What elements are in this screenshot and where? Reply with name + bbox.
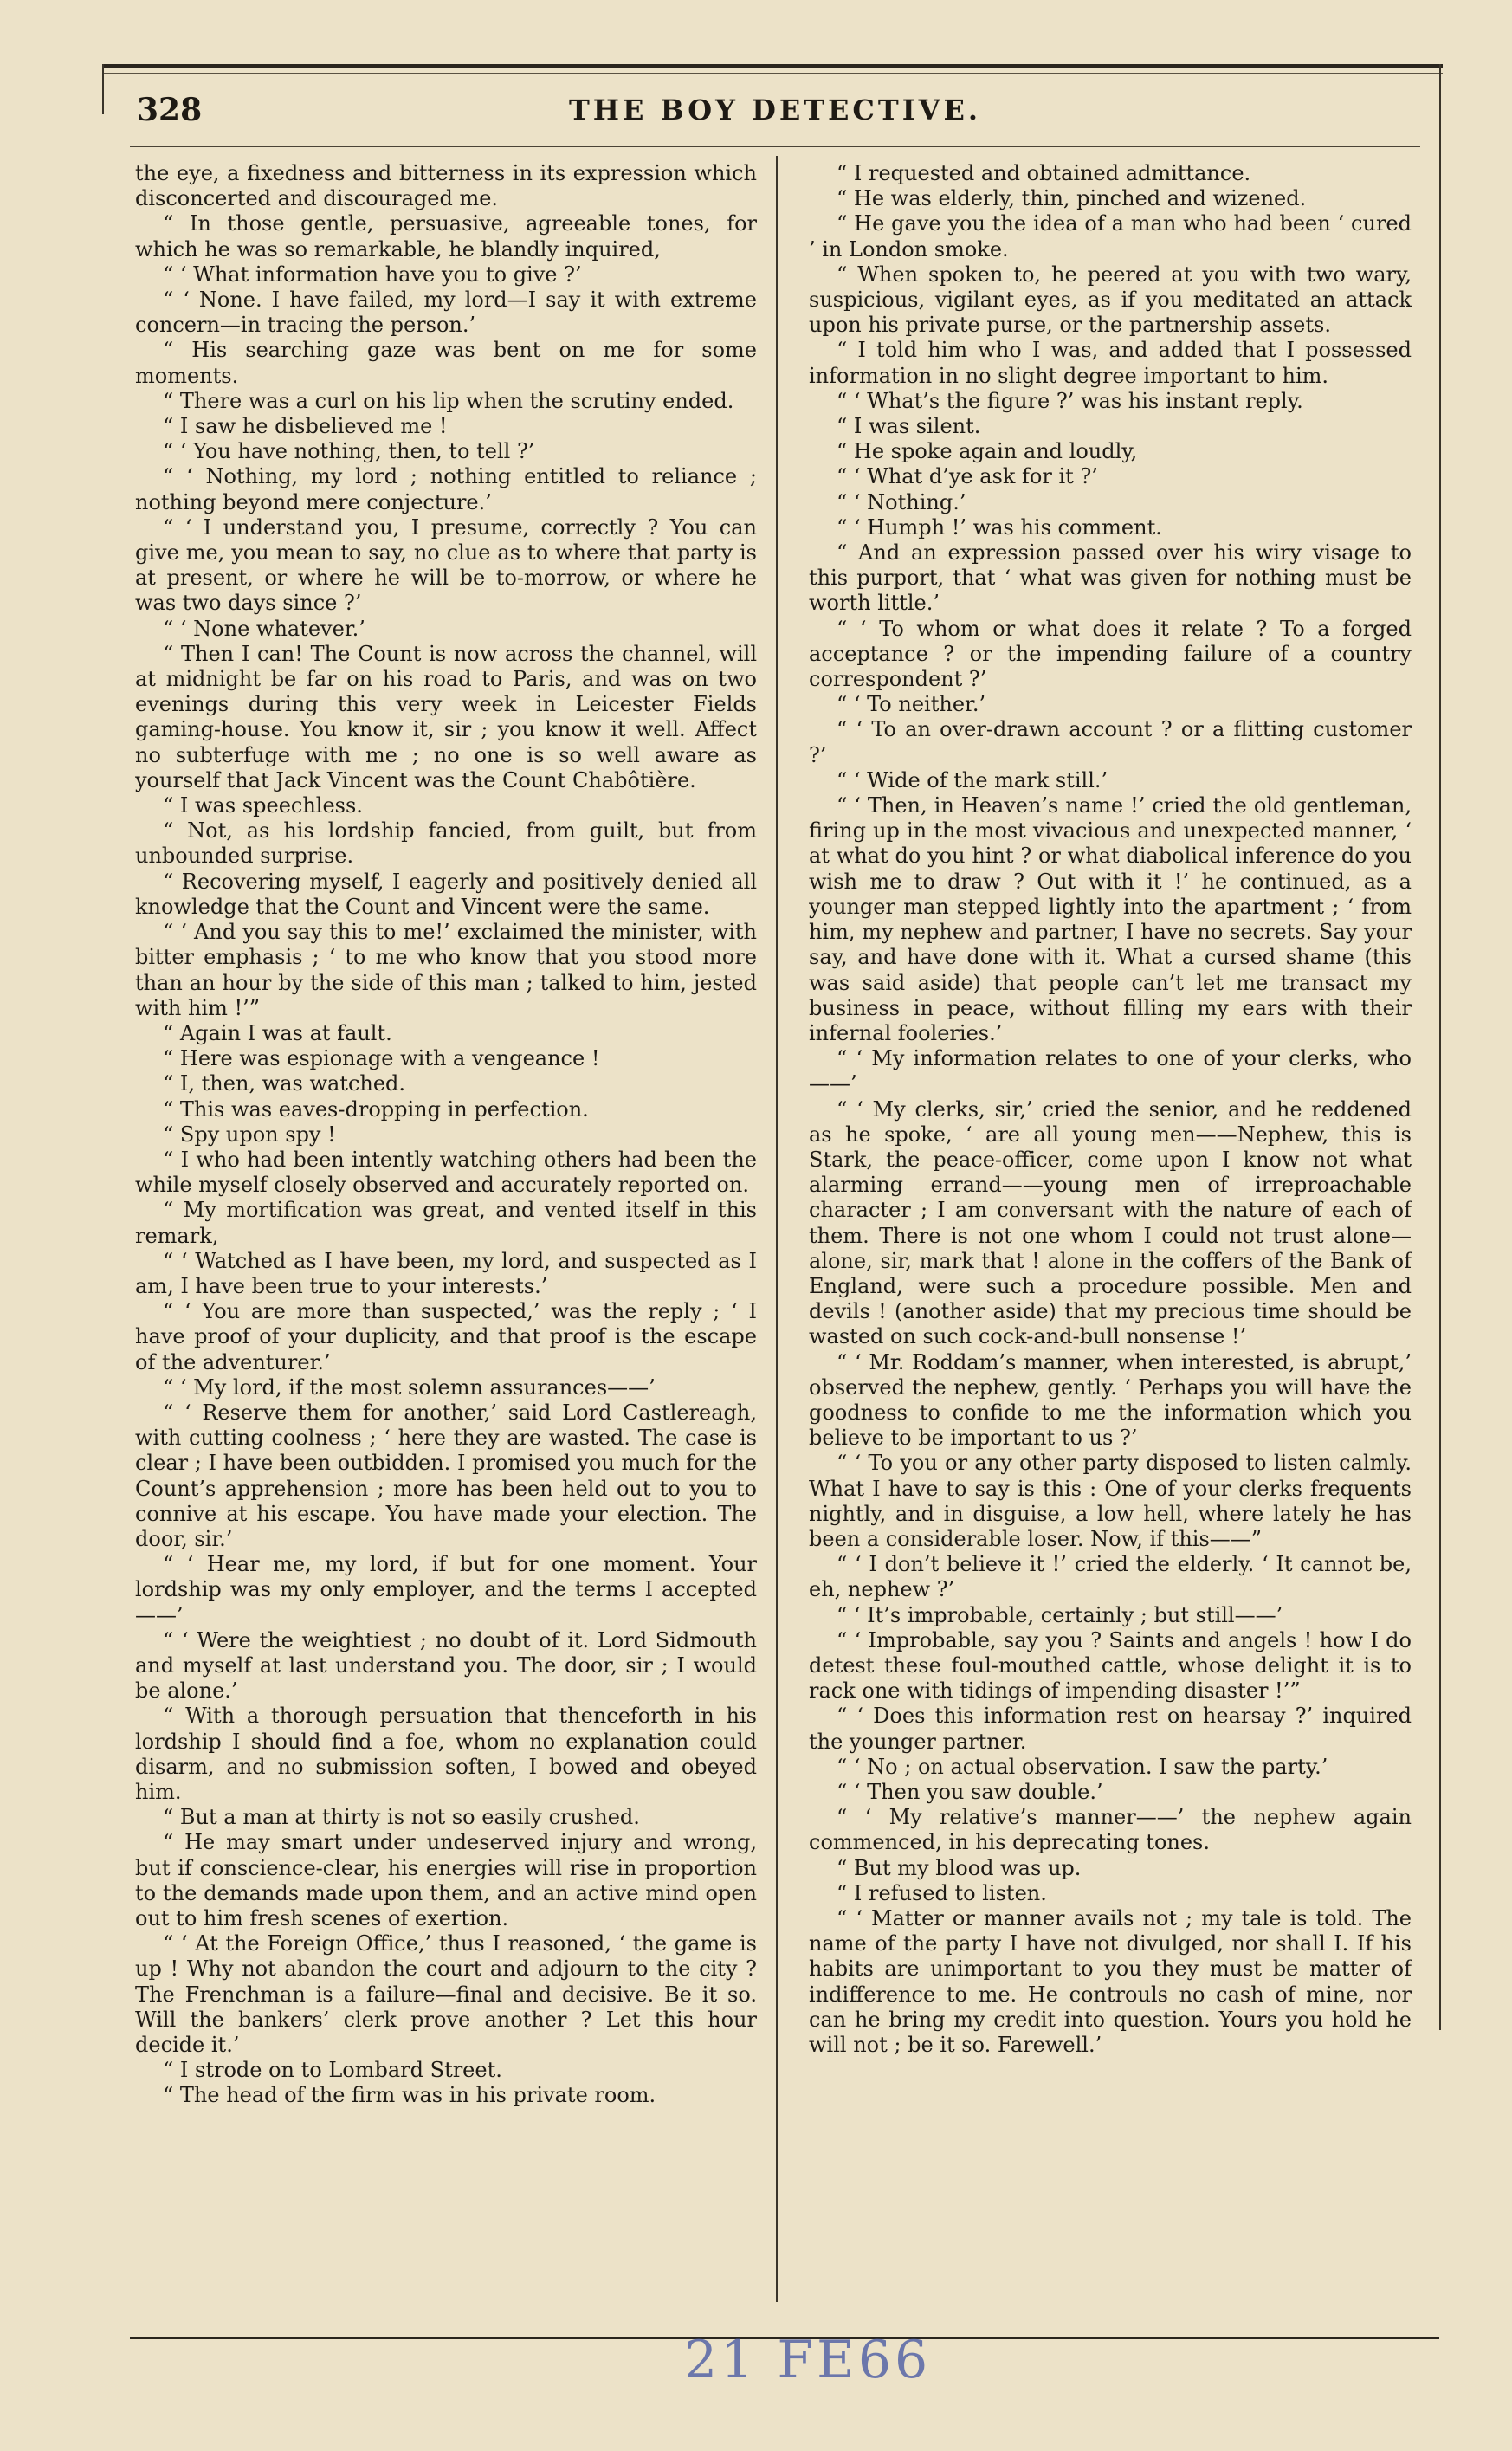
paragraph: “ Again I was at fault. (163, 1020, 392, 1045)
paragraph: “ ‘ What’s the figure ?’ was his instant reply. (837, 388, 1303, 413)
page-header (130, 87, 1420, 139)
paragraph: “ He gave you the idea of a man who had been ‘ cured ’ in London smoke. (809, 211, 1412, 262)
paragraph: “ ‘ Wide of the mark still.’ (837, 767, 1108, 792)
paragraph: “ ‘ I understand you, I presume, correctly ? You can give me, you mean to say, no clue as to where that party is at present, or where he will be to-morrow, or where he was two days since ?’ (135, 514, 757, 616)
page-number: 328 (137, 92, 203, 128)
paragraph: “ ‘ My lord, if the most solemn assurances——’ (163, 1374, 656, 1400)
paragraph: “ ‘ At the Foreign Office,’ thus I reasoned, ‘ the game is up ! Why not abandon the court and adjourn to the city ? The Frenchman is a failure—final and decisive. Be it so. Will the bankers’ clerk prove another ? Let this hour decide it.’ (135, 1931, 757, 2058)
paragraph: “ I saw he disbelieved me ! (163, 414, 448, 439)
paragraph: “ I told him who I was, and added that I possessed information in no slight degree important to him. (809, 338, 1412, 388)
paragraph: “ ‘ To whom or what does it relate ? To a forged acceptance ? or the impending failure of a country correspondent ?’ (809, 616, 1412, 692)
paragraph: “ His searching gaze was bent on me for some moments. (135, 338, 757, 388)
paragraph: “ With a thorough persuation that thenceforth in his lordship I should find a foe, whom no explanation could disarm, and no submission soften, I bowed and obeyed him. (135, 1704, 757, 1804)
paragraph: “ I who had been intently watching others had been the while myself closely observed and accurately reported on. (135, 1147, 757, 1198)
paragraph: “ He may smart under undeserved injury and wrong, but if conscience-clear, his energies will rise in proportion to the demands made upon them, and an active mind open out to him fresh scenes of exertion. (135, 1830, 757, 1931)
paragraph: “ ‘ What information have you to give ?’ (163, 262, 582, 287)
paragraph: “ ‘ Humph !’ was his comment. (837, 514, 1162, 540)
paragraph: “ I, then, was watched. (163, 1071, 406, 1096)
paragraph: “ I was silent. (837, 414, 981, 439)
paragraph: “ ‘ None. I have failed, my lord—I say it with extreme concern—in tracing the person.’ (135, 288, 757, 338)
paragraph: “ In those gentle, persuasive, agreeable tones, for which he was so remarkable, he blandly inquired, (135, 211, 757, 262)
paragraph: “ ‘ Nothing.’ (837, 489, 966, 514)
paragraph: “ ‘ Then you saw double.’ (837, 1780, 1103, 1804)
paragraph: “ This was eaves-dropping in perfection. (163, 1096, 589, 1122)
paragraph: “ ‘ Nothing, my lord ; nothing entitled to reliance ; nothing beyond mere conjecture.’ (135, 464, 757, 514)
paragraph: “ I was speechless. (163, 793, 363, 818)
paragraph: “ Not, as his lordship fancied, from guilt, but from unbounded surprise. (135, 818, 757, 869)
paragraph: “ The head of the firm was in his private room. (163, 2083, 656, 2108)
paragraph: “ He spoke again and loudly, (837, 439, 1138, 464)
paragraph: “ ‘ Improbable, say you ? Saints and angels ! how I do detest these foul-mouthed cattle, whose delight it is to rack one with tidings of impending disaster !’” (809, 1627, 1412, 1704)
paragraph: “ Here was espionage with a vengeance ! (163, 1046, 600, 1071)
paragraph: “ Spy upon spy ! (163, 1122, 336, 1147)
right-border-rule (1439, 64, 1441, 2030)
top-border-rule (102, 64, 1443, 68)
top-border-rule-inner (102, 73, 1443, 74)
right-column (809, 161, 1412, 2274)
paragraph: “ ‘ Reserve them for another,’ said Lord Castlereagh, with cutting coolness ; ‘ here they are wasted. The case is clear ; I have been outbidden. I promised you much for the Count’s apprehension ; more has been held out to you to connive at his escape. You have made your election. The door, sir.’ (135, 1400, 757, 1551)
paragraph: “ ‘ Watched as I have been, my lord, and suspected as I am, I have been true to your interests.’ (135, 1248, 757, 1298)
paragraph: the eye, a fixedness and bitterness in its expression which disconcerted and discouraged me. (135, 161, 757, 211)
paragraph: “ Then I can! The Count is now across the channel, will at midnight be far on his road to Paris, and was on two evenings during this very week in Leicester Fields gaming-house. You know it, sir ; you know it well. Affect no subterfuge with me ; no one is so well aware as yourself that Jack Vincent was the Count Chabôtière. (135, 641, 757, 792)
paragraph: “ ‘ I don’t believe it !’ cried the elderly. ‘ It cannot be, eh, nephew ?’ (809, 1552, 1412, 1602)
paragraph: “ ‘ It’s improbable, certainly ; but still——’ (837, 1602, 1283, 1627)
paragraph: “ ‘ Were the weightiest ; no doubt of it. Lord Sidmouth and myself at last understand you. The door, sir ; I would be alone.’ (135, 1627, 757, 1704)
paragraph: “ ‘ Then, in Heaven’s name !’ cried the old gentleman, firing up in the most vivacious and unexpected manner, ‘ at what do you hint ? or what diabolical inference do you wish me to draw ? Out with it !’ he continued, as a younger man stepped lightly into the apartment ; ‘ from him, my nephew and partner, I have no secrets. Say your say, and have done with it. What a cursed shame (this was said aside) that people can’t let me transact my business in peace, without filling my ears with their infernal fooleries.’ (809, 793, 1412, 1045)
paragraph: “ ‘ Mr. Roddam’s manner, when interested, is abrupt,’ observed the nephew, gently. ‘ Perhaps you will have the goodness to confide to me the information which you believe to be important to us ?’ (809, 1349, 1412, 1451)
column-divider (776, 156, 778, 2302)
paragraph: “ My mortification was great, and vented itself in this remark, (135, 1198, 757, 1248)
paragraph: “ ‘ No ; on actual observation. I saw the party.’ (837, 1754, 1328, 1779)
paragraph: “ There was a curl on his lip when the scrutiny ended. (163, 388, 734, 413)
paragraph: “ ‘ You have nothing, then, to tell ?’ (163, 439, 535, 464)
paragraph: “ Recovering myself, I eagerly and positively denied all knowledge that the Count and Vincent were the same. (135, 869, 757, 919)
paragraph: “ ‘ My information relates to one of your clerks, who——’ (809, 1046, 1412, 1096)
paragraph: “ ‘ To an over-drawn account ? or a flitting customer ?’ (809, 717, 1412, 767)
paragraph: “ ‘ My clerks, sir,’ cried the senior, and he reddened as he spoke, ‘ are all young men——Nephew, this is Stark, the peace-officer, come upon I know not what alarming errand——young men of irreproachable character ; I am conversant with the nature of each of them. There is not one whom I could not trust alone—alone, sir, mark that ! alone in the coffers of the Bank of England, were such a procedure possible. Men and devils ! (another aside) that my precious time should be wasted on such cock-and-bull nonsense !’ (809, 1096, 1412, 1349)
paragraph: “ But a man at thirty is not so easily crushed. (163, 1805, 640, 1830)
paragraph: “ But my blood was up. (837, 1855, 1082, 1880)
paragraph: “ ‘ None whatever.’ (163, 616, 365, 641)
paragraph: “ ‘ Hear me, my lord, if but for one moment. Your lordship was my only employer, and the terms I accepted——’ (135, 1552, 757, 1627)
paragraph: “ And an expression passed over his wiry visage to this purport, that ‘ what was given for nothing must be worth little.’ (809, 540, 1412, 616)
left-border-rule (102, 64, 104, 114)
left-column (135, 161, 757, 2274)
paragraph: “ I strode on to Lombard Street. (163, 2058, 502, 2083)
paragraph: “ I requested and obtained admittance. (837, 161, 1251, 185)
paragraph: “ He was elderly, thin, pinched and wizened. (837, 186, 1307, 211)
library-date-stamp: 21 FE66 (684, 2330, 932, 2390)
paragraph: “ ‘ To you or any other party disposed to listen calmly. What I have to say is this : One of your clerks frequents nightly, and in disguise, a low hell, where lately he has been a considerable loser. Now, if this——” (809, 1451, 1412, 1551)
paragraph: “ When spoken to, he peered at you with two wary, suspicious, vigilant eyes, as if you meditated an attack upon his private purse, or the partnership assets. (809, 262, 1412, 338)
paragraph: “ ‘ My relative’s manner——’ the nephew again commenced, in his deprecating tones. (809, 1805, 1412, 1855)
header-rule (130, 146, 1420, 147)
paragraph: “ I refused to listen. (837, 1880, 1047, 1905)
paragraph: “ ‘ And you say this to me!’ exclaimed the minister, with bitter emphasis ; ‘ to me who know that you stood more than an hour by the side of this man ; talked to him, jested with him !’” (135, 920, 757, 1020)
paragraph: “ ‘ Does this information rest on hearsay ?’ inquired the younger partner. (809, 1704, 1412, 1754)
paragraph: “ ‘ You are more than suspected,’ was the reply ; ‘ I have proof of your duplicity, and that proof is the escape of the adventurer.’ (135, 1299, 757, 1374)
paragraph: “ ‘ Matter or manner avails not ; my tale is told. The name of the party I have not divulged, nor shall I. If his habits are unimportant to you they must be matter of indifference to me. He controuls no cash of mine, nor can he bring my credit into question. Yours you hold he will not ; be it so. Farewell.’ (809, 1906, 1412, 2058)
paragraph: “ ‘ What d’ye ask for it ?’ (837, 464, 1098, 489)
running-title: THE BOY DETECTIVE. (568, 94, 982, 126)
paragraph: “ ‘ To neither.’ (837, 692, 986, 717)
